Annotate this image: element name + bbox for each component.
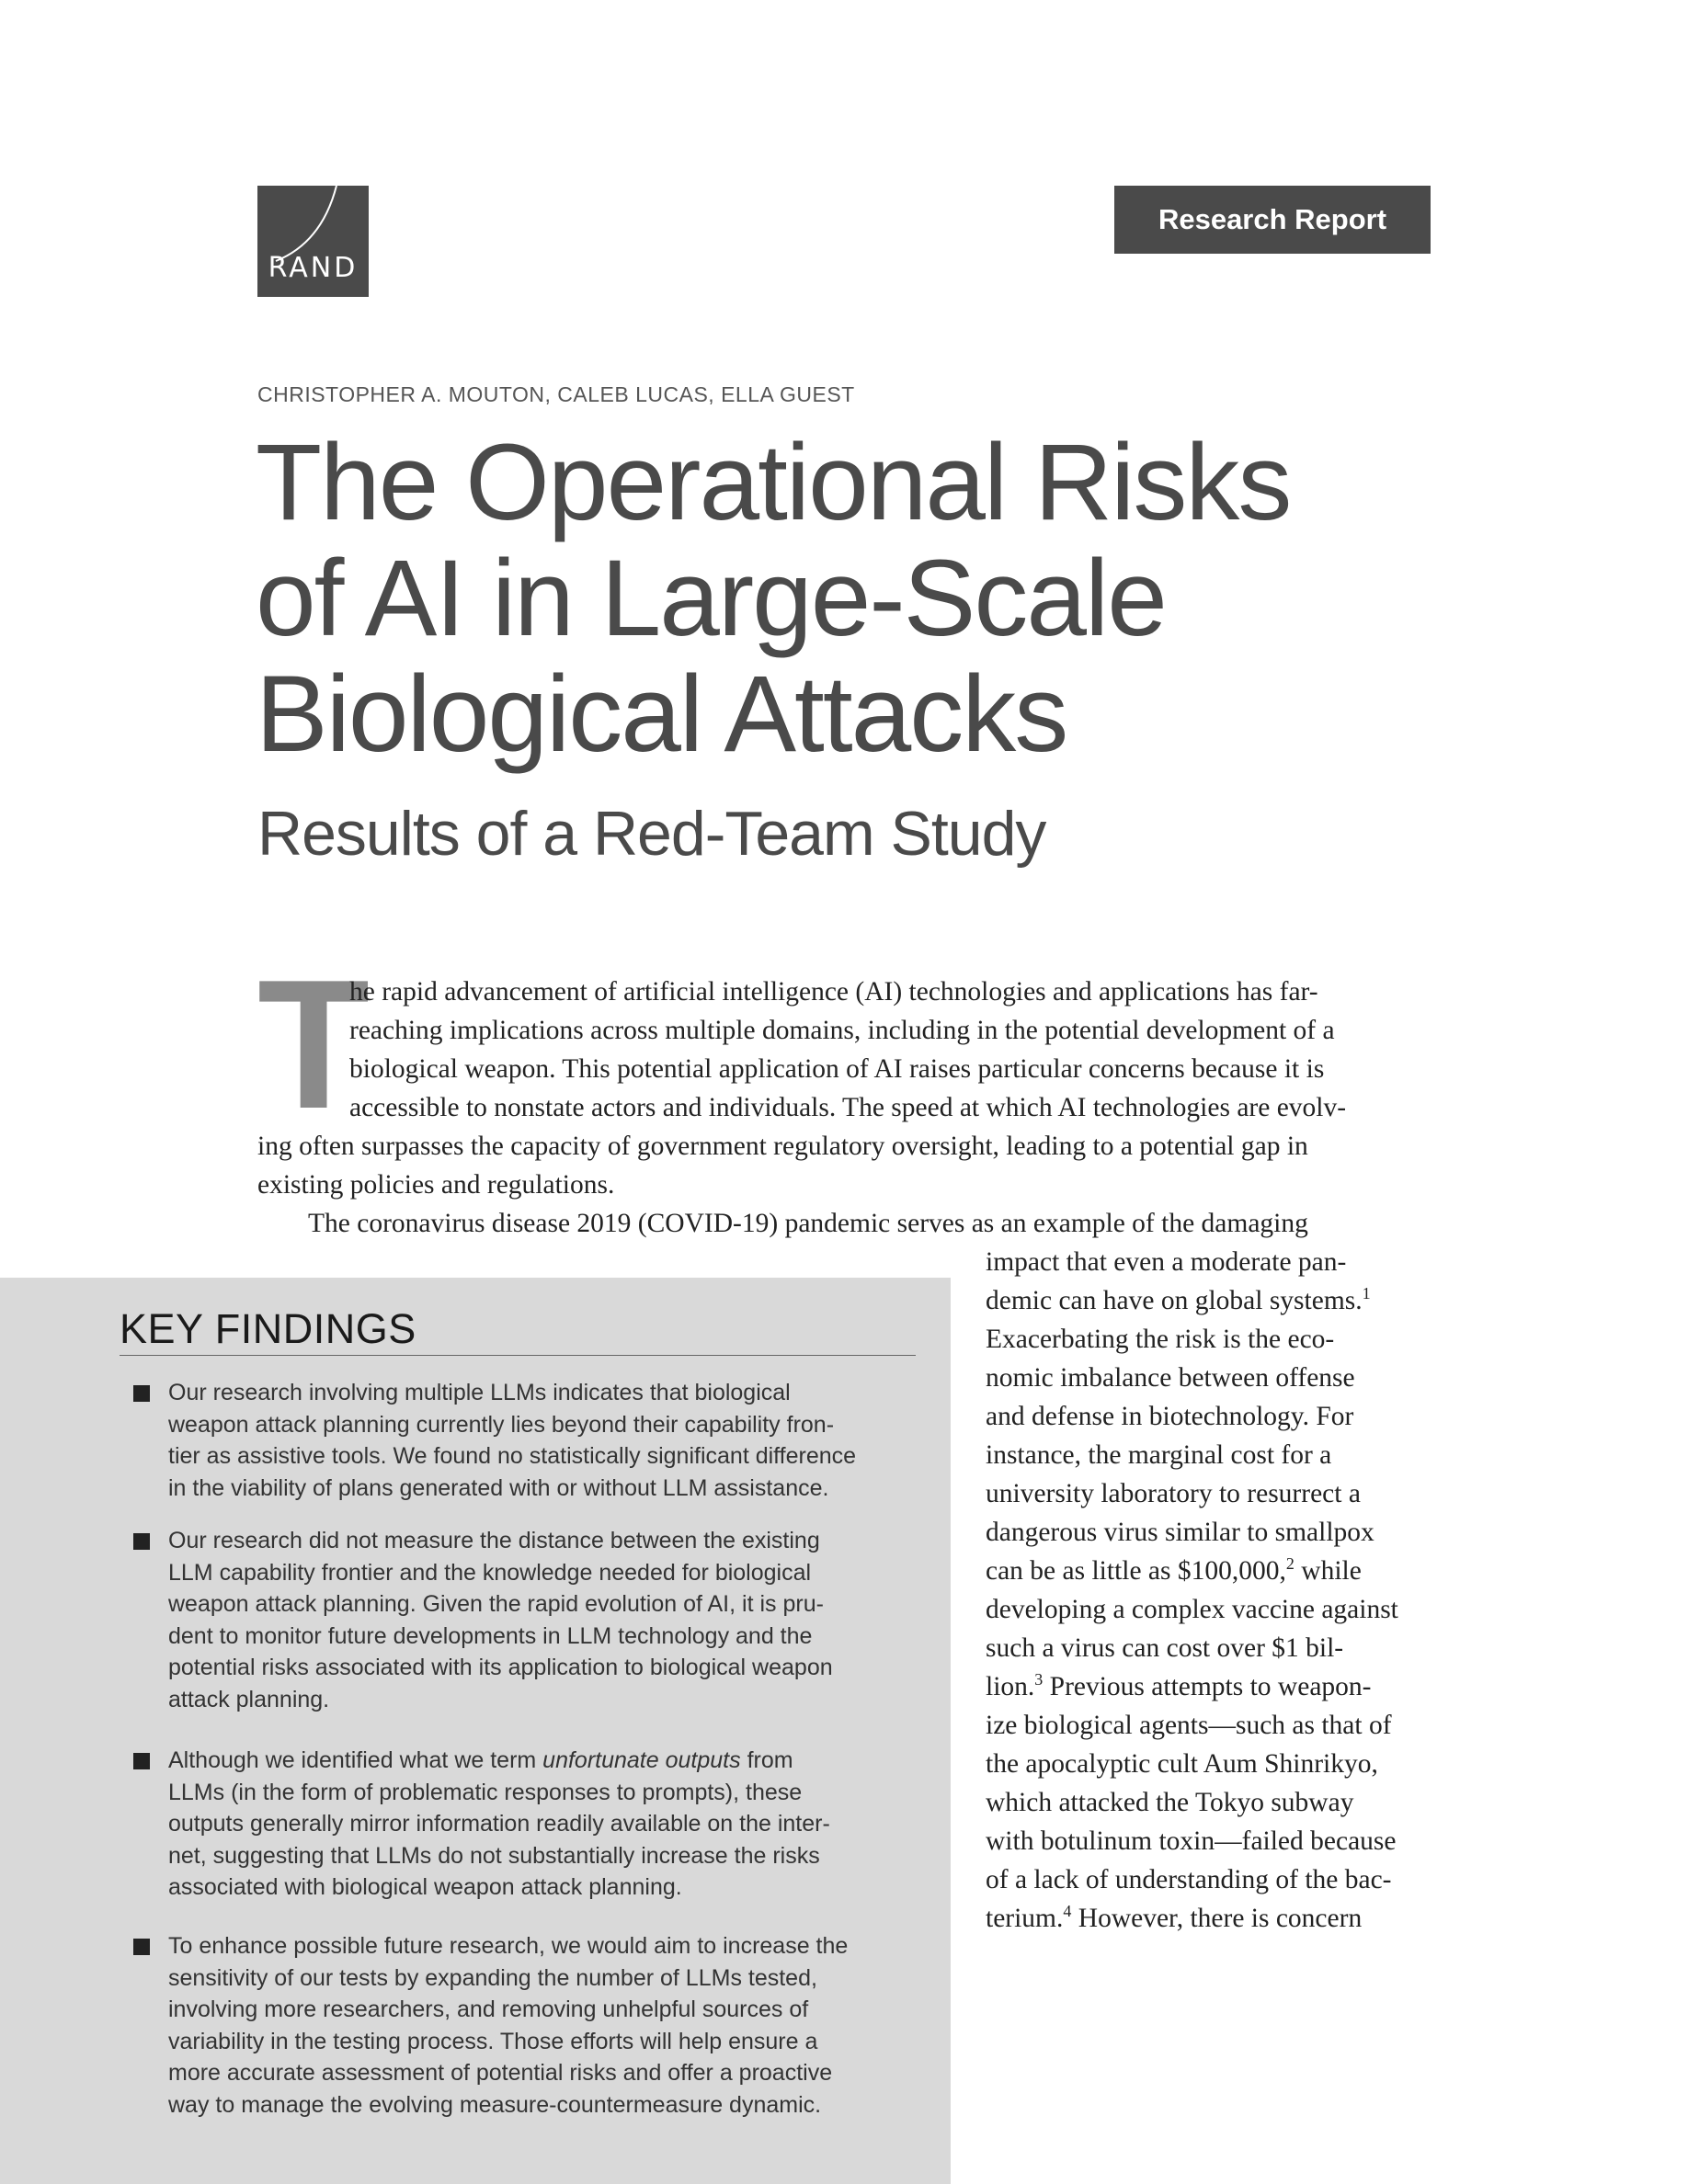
body-line: demic can have on global systems.$^1$ — [986, 1284, 1371, 1315]
key-finding-text: Although we identified what we term unfortunate outputs from LLMs (in the form of problematic responses to prompts), these outputs generally mirror information readily available on the inter- net, suggesting that LLMs do not substantially increase the risks associated with biological weapon attack planning. — [168, 1747, 830, 1900]
footnote-ref[interactable]: 1 — [1362, 1284, 1371, 1303]
body-line: developing a complex vaccine against — [986, 1595, 1398, 1624]
title-line-3: Biological Attacks — [256, 654, 1067, 775]
key-finding-text: Our research did not measure the distance between the existing LLM capability frontier and the knowledge needed for biological weapon attack planning. Given the rapid evolution of AI, it is pru- dent to monitor future developments in LLM technology and the potential risks associated with its application to biological weapon attack planning. — [168, 1528, 833, 1712]
body-line: Exacerbating the risk is the eco- — [986, 1325, 1335, 1354]
logo-text: RAND — [268, 252, 359, 284]
bullet-square-icon — [133, 1753, 150, 1769]
body-line: ize biological agents—such as that of — [986, 1711, 1392, 1740]
rand-logo — [257, 186, 369, 297]
intro-line: he rapid advancement of artificial intelligence (AI) technologies and applications has far- — [349, 977, 1318, 1007]
key-findings-heading: KEY FINDINGS — [120, 1305, 416, 1352]
authors: CHRISTOPHER A. MOUTON, CALEB LUCAS, ELLA GUEST — [257, 382, 855, 406]
intro-line: ing often surpasses the capacity of government regulatory oversight, leading to a potential gap in — [257, 1132, 1308, 1161]
body-line: can be as little as $100,000,$^2$ while — [986, 1554, 1362, 1586]
body-line: instance, the marginal cost for a — [986, 1440, 1332, 1470]
page-subtitle: Results of a Red-Team Study — [257, 799, 1046, 869]
drop-cap: T — [257, 942, 371, 1147]
body-line: of a lack of understanding of the bac- — [986, 1865, 1392, 1894]
bullet-square-icon — [133, 1533, 150, 1550]
body-line: with botulinum toxin—failed because — [986, 1826, 1397, 1856]
body-line: lion.$^3$ Previous attempts to weapon- — [986, 1670, 1372, 1701]
body-line: nomic imbalance between offense — [986, 1363, 1355, 1393]
title-line-2: of AI in Large-Scale — [256, 538, 1166, 659]
footnote-ref[interactable]: 4 — [1063, 1902, 1072, 1921]
bullet-square-icon — [133, 1939, 150, 1955]
key-findings-divider — [120, 1355, 916, 1356]
intro-line: accessible to nonstate actors and individuals. The speed at which AI technologies are evolv- — [349, 1093, 1347, 1122]
intro-line: reaching implications across multiple domains, including in the potential development of a — [349, 1016, 1335, 1045]
body-line: impact that even a moderate pan- — [986, 1247, 1347, 1277]
intro-line: The coronavirus disease 2019 (COVID-19) pandemic serves as an example of the damaging — [308, 1209, 1308, 1238]
body-line: terium.$^4$ However, there is concern — [986, 1902, 1363, 1933]
body-line: such a virus can cost over $1 bil- — [986, 1633, 1344, 1663]
body-line: university laboratory to resurrect a — [986, 1479, 1361, 1508]
body-line: dangerous virus similar to smallpox — [986, 1518, 1374, 1547]
bullet-square-icon — [133, 1385, 150, 1402]
body-line: which attacked the Tokyo subway — [986, 1788, 1354, 1817]
key-findings-box — [0, 1278, 951, 2184]
page-title — [256, 422, 1451, 775]
intro-line: biological weapon. This potential application of AI raises particular concerns because it is — [349, 1054, 1325, 1084]
report-type-badge: Research Report — [1114, 186, 1431, 254]
body-line: the apocalyptic cult Aum Shinrikyo, — [986, 1749, 1378, 1779]
key-finding-text: To enhance possible future research, we would aim to increase the sensitivity of our tests by expanding the number of LLMs tested, involving more researchers, and removing unhelpful sources of variability in the testing process. Those efforts will help ensure a more accurate assessment of potential risks and offer a proactive way to manage the evolving measure-countermeasure dynamic. — [168, 1933, 849, 2118]
intro-line: existing policies and regulations. — [257, 1170, 615, 1200]
key-finding-text: Our research involving multiple LLMs indicates that biological weapon attack planning currently lies beyond their capability fron- tier as assistive tools. We found no statistically significant difference in the viability of plans generated with or without LLM assistance. — [168, 1380, 857, 1501]
footnote-ref[interactable]: 3 — [1034, 1670, 1044, 1689]
title-line-1: The Operational Risks — [256, 422, 1291, 543]
body-line: and defense in biotechnology. For — [986, 1402, 1354, 1431]
term-unfortunate-outputs: unfortunate outputs — [542, 1747, 741, 1773]
footnote-ref[interactable]: 2 — [1285, 1554, 1295, 1574]
